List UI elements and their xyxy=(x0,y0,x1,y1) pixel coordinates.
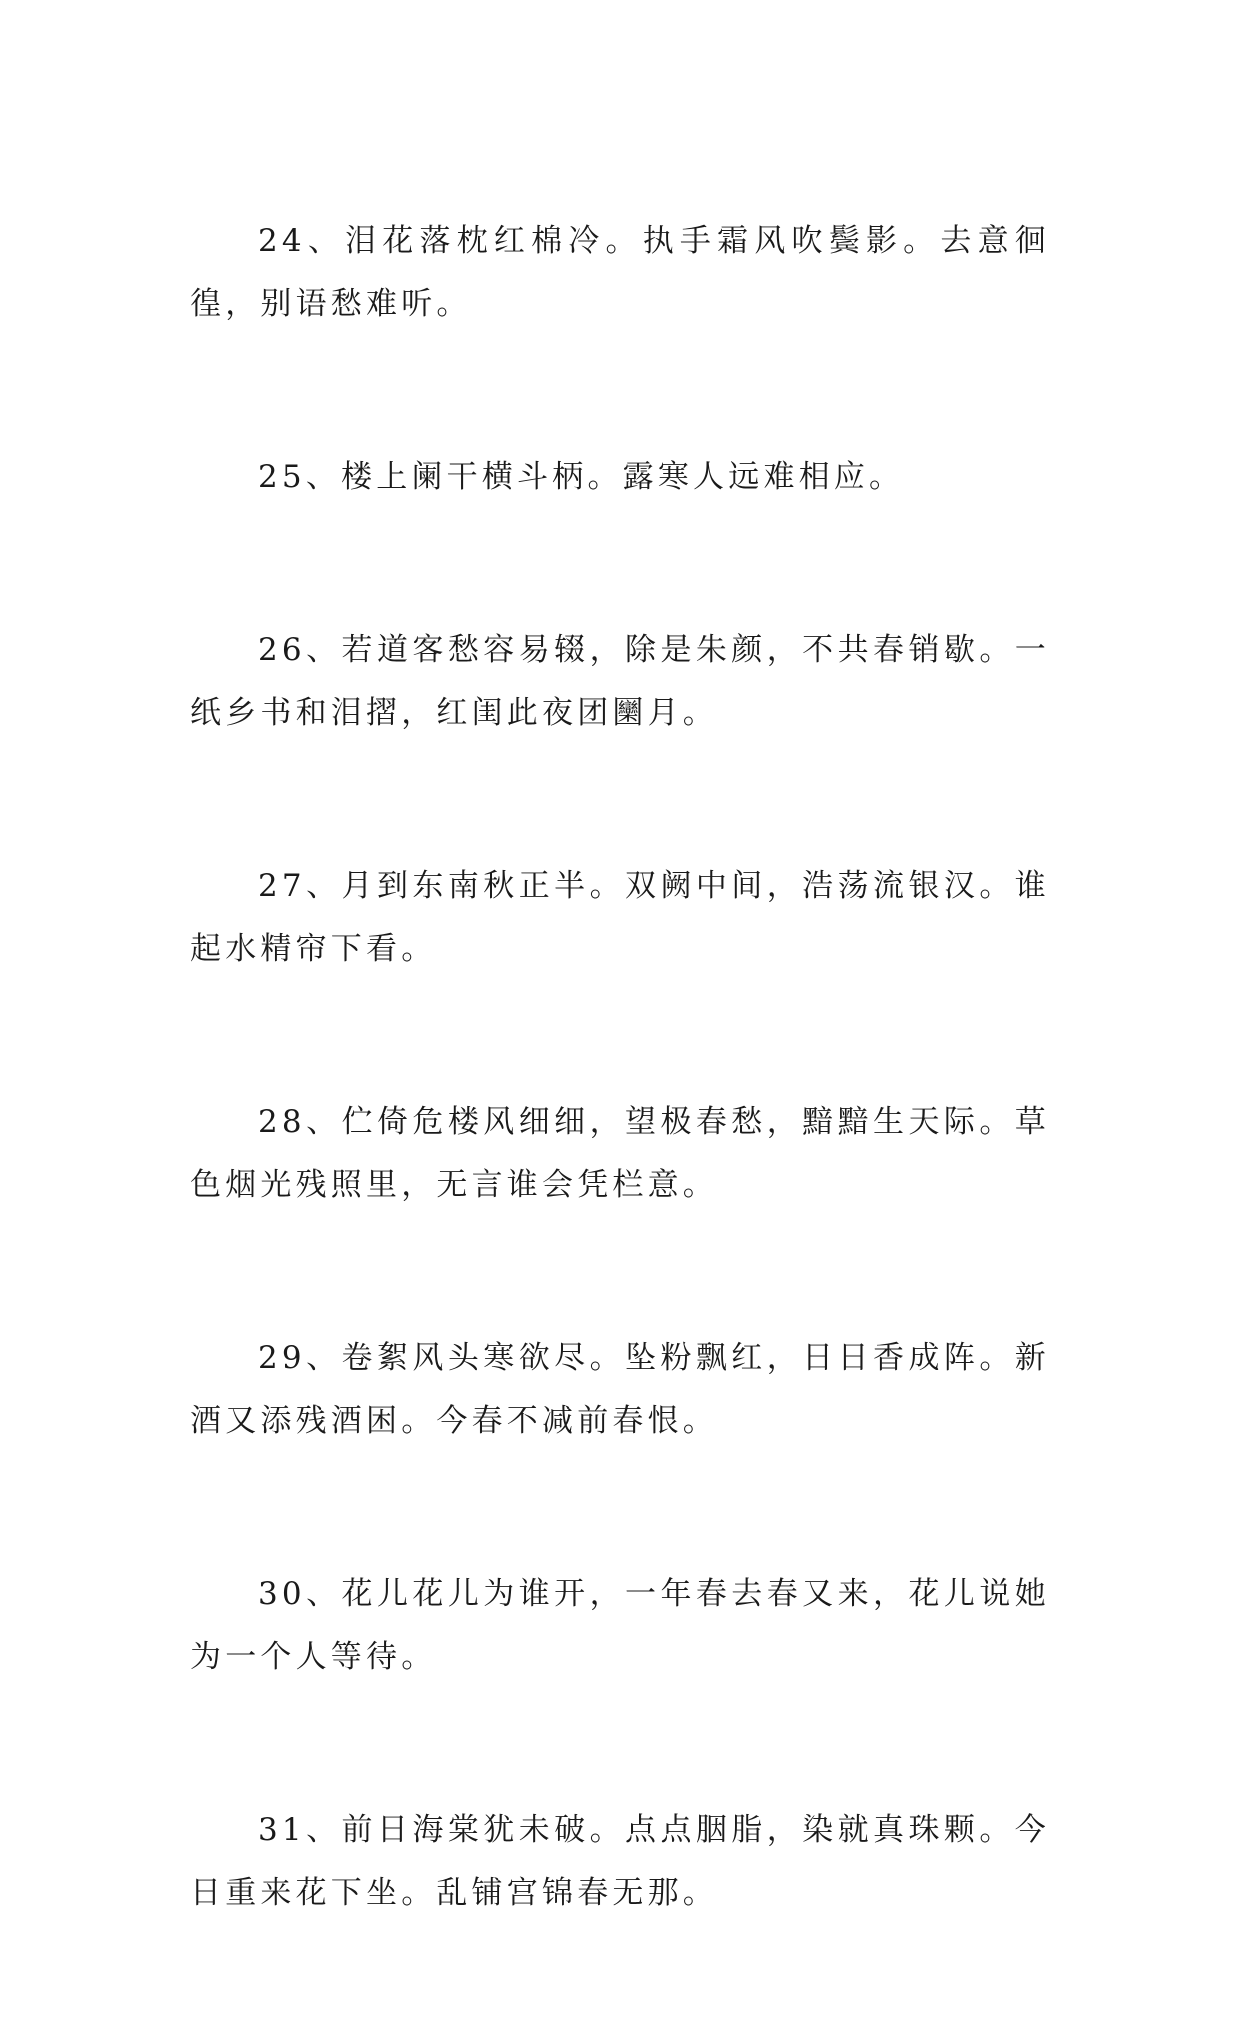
paragraph-26: 26、若道客愁容易辍，除是朱颜，不共春销歇。一纸乡书和泪摺，红闺此夜团圞月。 xyxy=(190,632,1050,731)
paragraph-27: 27、月到东南秋正半。双阙中间，浩荡流银汉。谁起水精帘下看。 xyxy=(190,868,1050,967)
paragraph-30: 30、花儿花儿为谁开，一年春去春又来，花儿说她为一个人等待。 xyxy=(190,1576,1050,1675)
paragraph-24: 24、泪花落枕红棉冷。执手霜风吹鬓影。去意徊徨，别语愁难听。 xyxy=(190,223,1050,322)
paragraph-29: 29、卷絮风头寒欲尽。坠粉飘红，日日香成阵。新酒又添残酒困。今春不减前春恨。 xyxy=(190,1340,1050,1439)
paragraph-25: 25、楼上阑干横斗柄。露寒人远难相应。 xyxy=(258,459,905,495)
paragraph-28: 28、伫倚危楼风细细，望极春愁，黯黯生天际。草色烟光残照里，无言谁会凭栏意。 xyxy=(190,1104,1050,1203)
document-body xyxy=(190,210,1050,2035)
paragraph-31: 31、前日海棠犹未破。点点胭脂，染就真珠颗。今日重来花下坐。乱铺宫锦春无那。 xyxy=(190,1812,1050,1911)
